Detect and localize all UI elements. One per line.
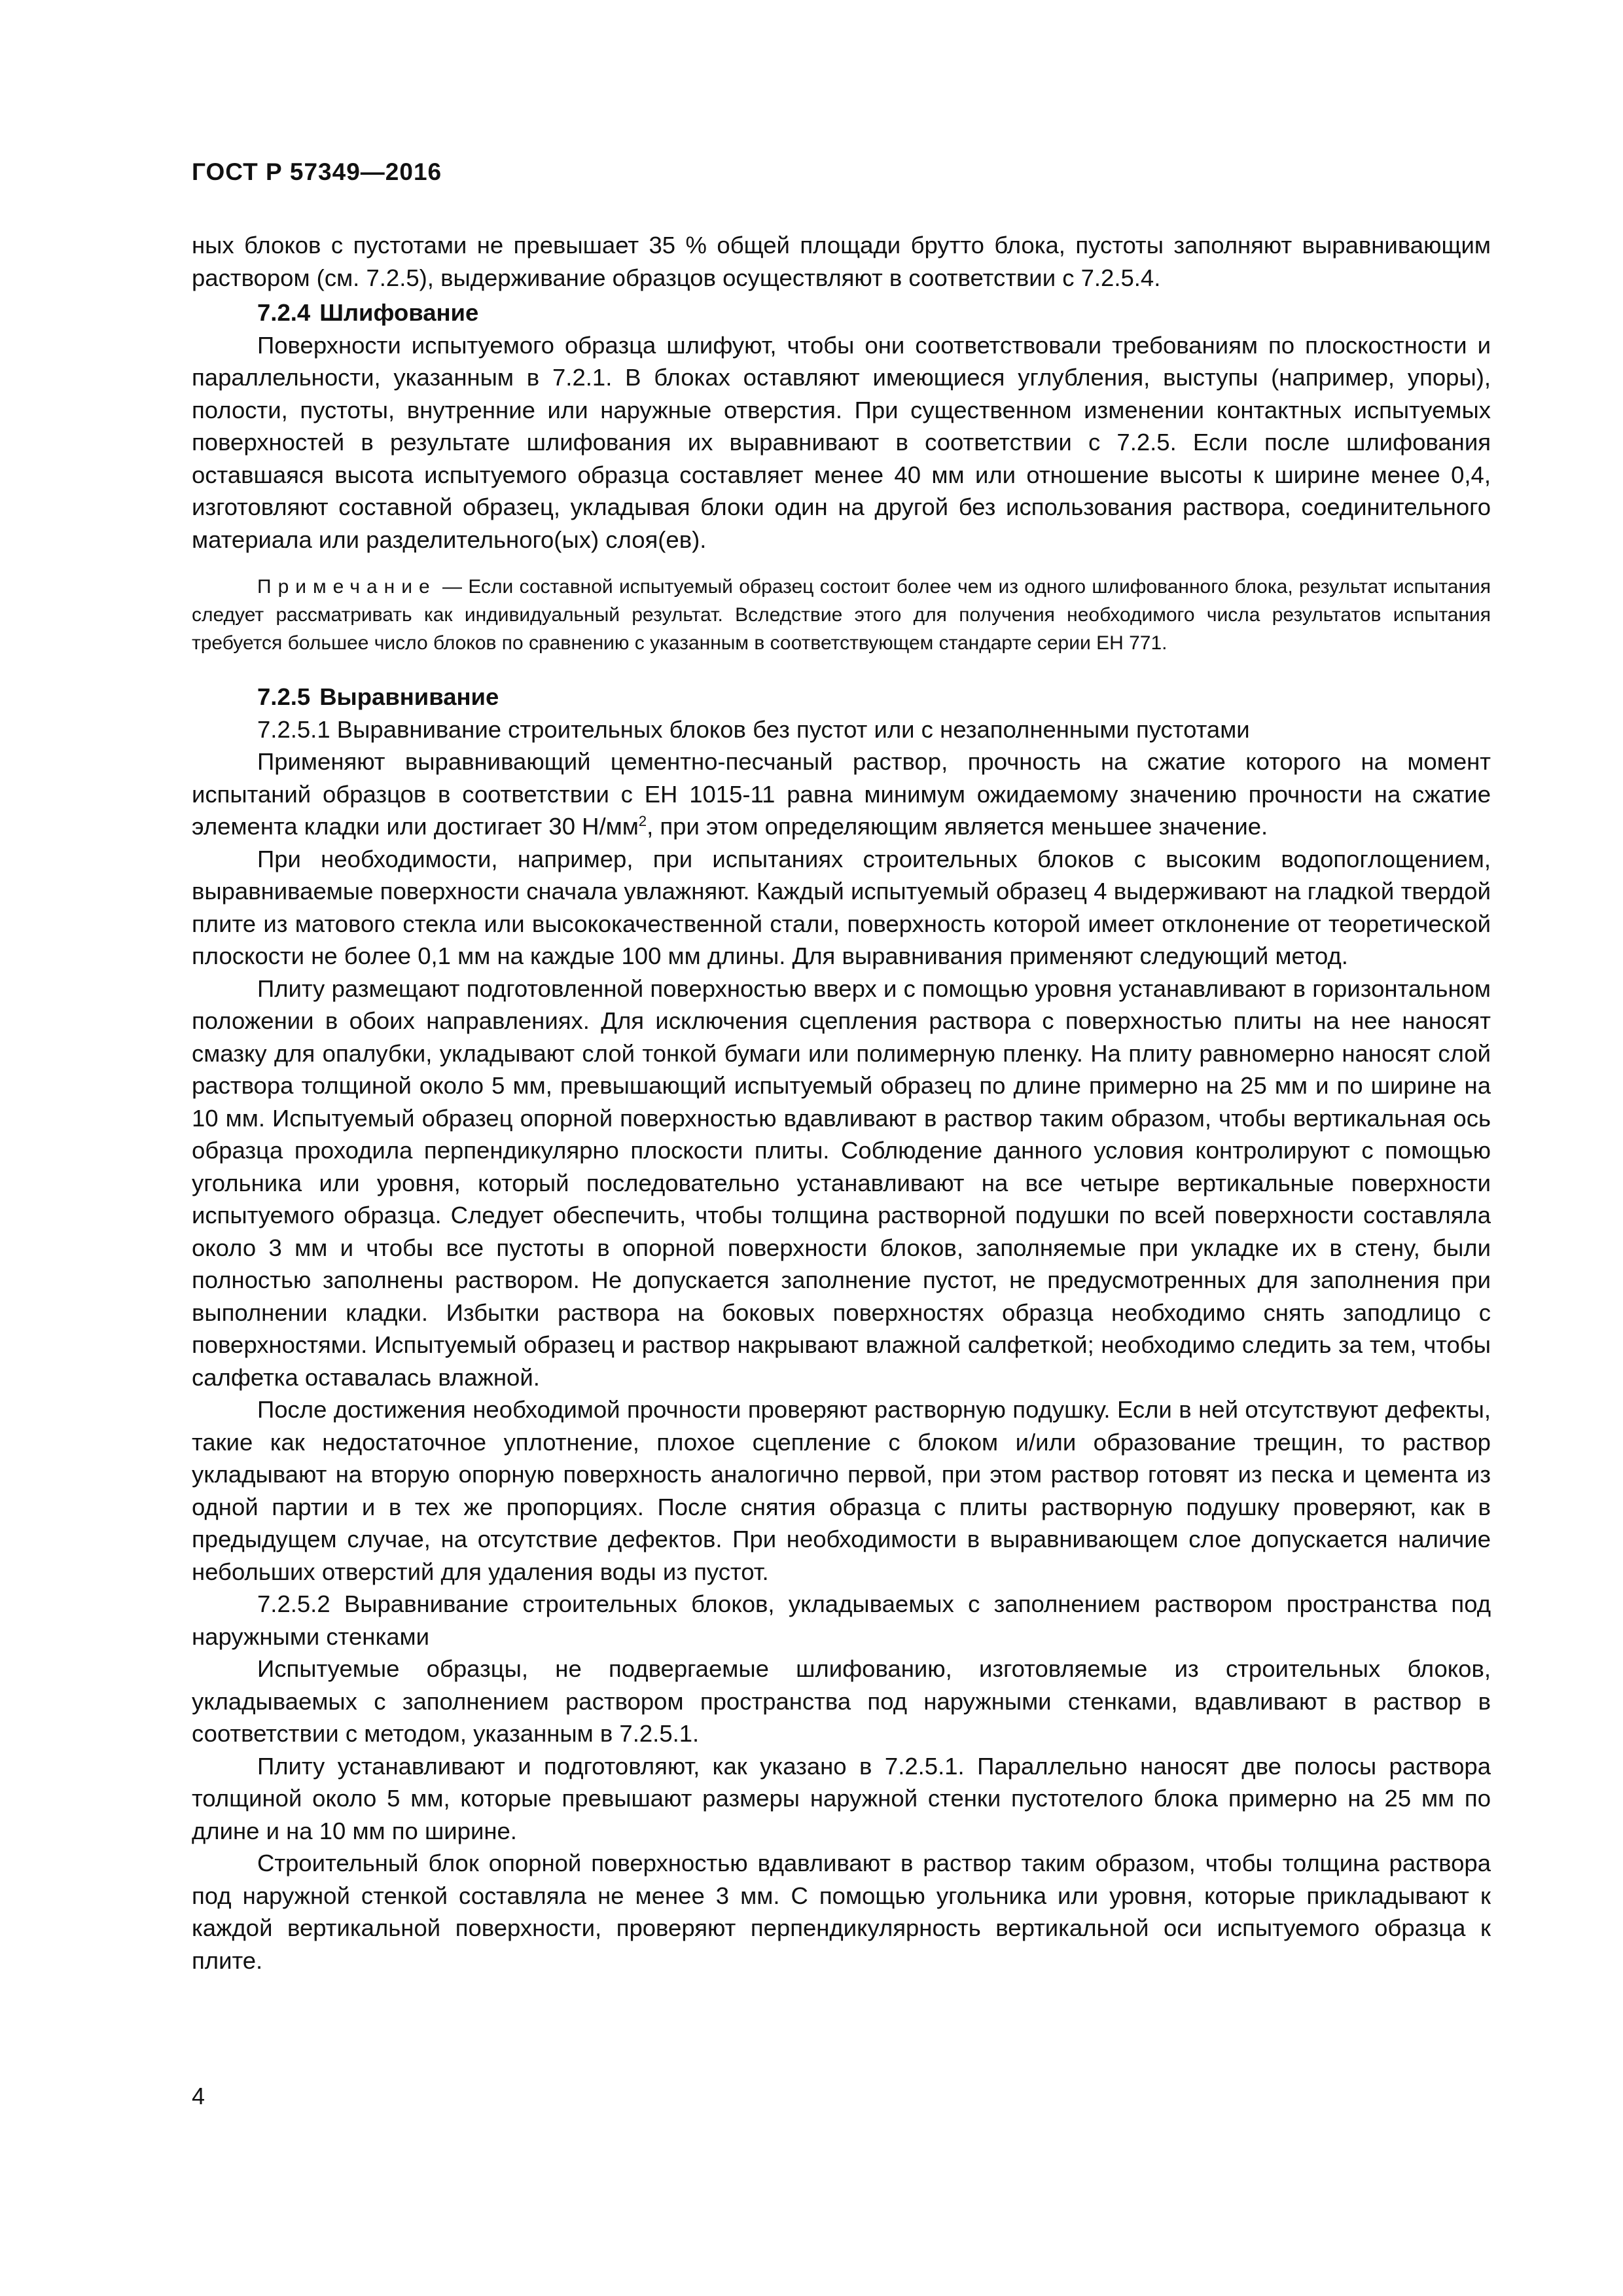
document-body	[192, 229, 1491, 1977]
paragraph	[192, 1588, 1491, 1653]
paragraph-text: 7.2.5.2 Выравнивание строительных блоков, укладываемых с заполнением раствором пространства под наружными стенками	[192, 1590, 1491, 1650]
paragraph	[192, 1653, 1491, 1750]
paragraph	[192, 973, 1491, 1394]
note-text: — Если составной испытуемый образец состоит более чем из одного шлифованного блока, результат испытания следует рассматривать как индивидуальный результат. Вследствие этого для получения необходимого числа результатов испытания требуется большее число блоков по сравнению с указанным в соответствующем стандарте серии ЕН 771.	[192, 576, 1491, 654]
paragraph-text: Плиту устанавливают и подготовляют, как указано в 7.2.5.1. Параллельно наносят две полосы раствора толщиной около 5 мм, которые превышают размеры наружной стенки пустотелого блока примерно на 25 мм по длине и на 10 мм по ширине.	[192, 1752, 1491, 1844]
paragraph	[192, 713, 1491, 746]
paragraph	[192, 1750, 1491, 1848]
paragraph	[192, 329, 1491, 556]
paragraph-text: ных блоков с пустотами не превышает 35 % общей площади брутто блока, пустоты заполняют выравнивающим раствором (см. 7.2.5), выдерживание образцов осуществляют в соответствии с 7.2.5.4.	[192, 232, 1491, 291]
paragraph	[192, 1847, 1491, 1977]
paragraph-text: Испытуемые образцы, не подвергаемые шлифованию, изготовляемые из строительных блоков, укладываемых с заполнением раствором пространства под наружными стенками, вдавливают в раствор в соответствии с методом, указанным в 7.2.5.1.	[192, 1655, 1491, 1747]
note-label: Примечание	[257, 576, 437, 598]
paragraph	[192, 1393, 1491, 1588]
paragraph-text: 7.2.5.1 Выравнивание строительных блоков без пустот или с незаполненными пустотами	[257, 715, 1250, 743]
document-header: ГОСТ Р 57349—2016	[192, 158, 442, 185]
paragraph-text: При необходимости, например, при испытаниях строительных блоков с высоким водопоглощением, выравниваемые поверхности сначала увлажняют. Каждый испытуемый образец 4 выдерживают на гладкой твердой плите из матового стекла или высококачественной стали, поверхность которой имеет отклонение от теоретической плоскости не более 0,1 мм на каждые 100 мм длины. Для выравнивания применяют следующий метод.	[192, 845, 1491, 969]
section-title: Шлифование	[319, 299, 479, 326]
paragraph-text: Применяют выравнивающий цементно-песчаный раствор, прочность на сжатие которого на момент испытаний образцов в соответствии с ЕН 1015-11 равна минимум ожидаемому значению прочности на сжатие элемента кладки или достигает 30 Н/мм	[192, 748, 1491, 840]
paragraph	[192, 843, 1491, 973]
paragraph	[192, 745, 1491, 843]
superscript: 2	[638, 812, 647, 829]
page-number: 4	[192, 2083, 205, 2109]
section-heading	[192, 296, 1491, 329]
paragraph-text: Плиту размещают подготовленной поверхностью вверх и с помощью уровня устанавливают в горизонтальном положении в обоих направлениях. Для исключения сцепления раствора с поверхностью плиты на нее наносят смазку для опалубки, укладывают слой тонкой бумаги или полимерную пленку. На плиту равномерно наносят слой раствора толщиной около 5 мм, превышающий испытуемый образец по длине примерно на 25 мм и по ширине на 10 мм. Испытуемый образец опорной поверхностью вдавливают в раствор таким образом, чтобы вертикальная ось образца проходила перпендикулярно плоскости плиты. Соблюдение данного условия контролируют с помощью угольника или уровня, который последовательно устанавливают на все четыре вертикальные поверхности испытуемого образца. Следует обеспечить, чтобы толщина растворной подушки по всей поверхности составляла около 3 мм и чтобы все пустоты в опорной поверхности блоков, заполняемые при укладке их в стену, были полностью заполнены раствором. Не допускается заполнение пустот, не предусмотренных для заполнения при выполнении кладки. Избытки раствора на боковых поверхностях образца необходимо снять заподлицо с поверхностями. Испытуемый образец и раствор накрывают влажной салфеткой; необходимо следить за тем, чтобы салфетка оставалась влажной.	[192, 975, 1491, 1391]
section-heading	[192, 681, 1491, 713]
section-number: 7.2.4	[257, 299, 311, 326]
paragraph-text-continued: , при этом определяющим является меньшее значение.	[647, 813, 1268, 840]
paragraph-text: Поверхности испытуемого образца шлифуют, чтобы они соответствовали требованиям по плоскостности и параллельности, указанным в 7.2.1. В блоках оставляют имеющиеся углубления, выступы (например, упоры), полости, пустоты, внутренние или наружные отверстия. При существенном изменении контактных испытуемых поверхностей в результате шлифования их выравнивают в соответствии с 7.2.5. Если после шлифования оставшаяся высота испытуемого образца составляет менее 40 мм или отношение высоты к ширине менее 0,4, изготовляют составной образец, укладывая блоки один на другой без использования раствора, соединительного материала или разделительного(ых) слоя(ев).	[192, 331, 1491, 553]
section-number: 7.2.5	[257, 683, 311, 710]
note	[192, 573, 1491, 657]
paragraph-text: Строительный блок опорной поверхностью вдавливают в раствор таким образом, чтобы толщина раствора под наружной стенкой составляла не менее 3 мм. С помощью угольника или уровня, которые прикладывают к каждой вертикальной поверхности, проверяют перпендикулярность вертикальной оси испытуемого образца к плите.	[192, 1850, 1491, 1974]
paragraph-text: После достижения необходимой прочности проверяют растворную подушку. Если в ней отсутствуют дефекты, такие как недостаточное уплотнение, плохое сцепление с блоком и/или образование трещин, то раствор укладывают на вторую опорную поверхность аналогично первой, при этом раствор готовят из песка и цемента из одной партии и в тех же пропорциях. После снятия образца с плиты растворную подушку проверяют, как в предыдущем случае, на отсутствие дефектов. При необходимости в выравнивающем слое допускается наличие небольших отверстий для удаления воды из пустот.	[192, 1396, 1491, 1585]
section-title: Выравнивание	[319, 683, 499, 710]
paragraph	[192, 229, 1491, 294]
